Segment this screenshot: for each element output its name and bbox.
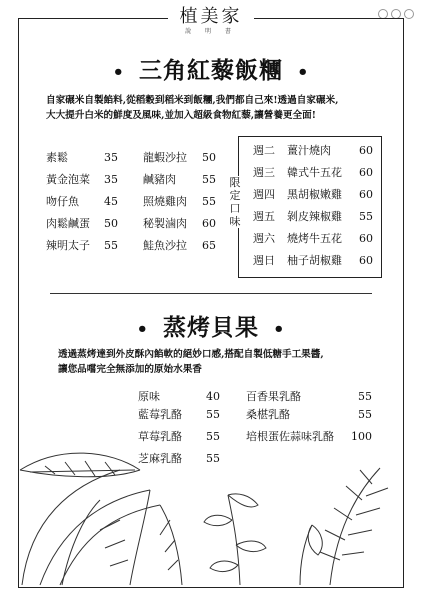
menu-item-name: 秘製滷肉 xyxy=(143,217,187,230)
limited-item-price: 60 xyxy=(359,254,373,267)
menu-item-name: 素鬆 xyxy=(46,151,68,164)
menu-item-price: 50 xyxy=(104,217,118,230)
menu-item-price: 100 xyxy=(351,430,372,443)
menu-item-price: 65 xyxy=(202,239,216,252)
menu-item-name: 照燒雞肉 xyxy=(143,195,187,208)
menu-item-name: 黃金泡菜 xyxy=(46,173,90,186)
menu-item-price: 55 xyxy=(206,452,220,465)
menu-item-name: 培根蛋佐蒜味乳酪 xyxy=(246,430,334,443)
limited-item-day: 週三 xyxy=(253,166,275,179)
menu-item-name: 龍蝦沙拉 xyxy=(143,151,187,164)
menu-item-price: 55 xyxy=(202,173,216,186)
brand-name: 植美家 xyxy=(179,6,243,27)
section2-title: • 蒸烤貝果 • xyxy=(136,314,286,341)
menu-item-name: 辣明太子 xyxy=(46,239,90,252)
limited-item-day: 週六 xyxy=(253,232,275,245)
menu-item-name: 吻仔魚 xyxy=(46,195,79,208)
menu-item-price: 45 xyxy=(104,195,118,208)
limited-item-price: 60 xyxy=(359,166,373,179)
limited-item-name: 薑汁燒肉 xyxy=(287,144,331,157)
menu-item-price: 55 xyxy=(206,408,220,421)
menu-item-price: 55 xyxy=(358,408,372,421)
menu-item-price: 60 xyxy=(202,217,216,230)
limited-item-day: 週四 xyxy=(253,188,275,201)
menu-item-price: 55 xyxy=(104,239,118,252)
brand-subtitle: 說 明 書 xyxy=(185,28,237,35)
menu-item-name: 草莓乳酪 xyxy=(138,430,182,443)
limited-item-name: 黑胡椒嫩雞 xyxy=(287,188,342,201)
limited-item-day: 週五 xyxy=(253,210,275,223)
limited-item-day: 週二 xyxy=(253,144,275,157)
menu-item-name: 原味 xyxy=(138,390,160,403)
menu-item-price: 50 xyxy=(202,151,216,164)
limited-item-name: 韓式牛五花 xyxy=(287,166,342,179)
menu-item-name: 鮭魚沙拉 xyxy=(143,239,187,252)
menu-item-name: 肉鬆鹹蛋 xyxy=(46,217,90,230)
section1-title: • 三角紅藜飯糰 • xyxy=(112,57,310,84)
menu-item-price: 35 xyxy=(104,173,118,186)
limited-flavor-label: 限定口味 xyxy=(226,176,244,228)
section2-description: 透過蒸烤達到外皮酥內餡軟的絕妙口感,搭配自製低糖手工果醬, 讓您品嚐完全無添加的原始水果香 xyxy=(58,349,324,375)
menu-item-name: 芝麻乳酪 xyxy=(138,452,182,465)
limited-item-price: 55 xyxy=(359,210,373,223)
menu-item-price: 55 xyxy=(202,195,216,208)
limited-item-price: 60 xyxy=(359,188,373,201)
section1-description: 自家碾米自製餡料,從稻穀到稻米到飯糰,我們都自己來!透過自家碾米, 大大提升白米的鮮度及風味,並加入超級食物紅藜,讓營養更全面! xyxy=(46,95,339,121)
menu-item-price: 55 xyxy=(206,430,220,443)
menu-item-price: 40 xyxy=(206,390,220,403)
limited-item-price: 60 xyxy=(359,232,373,245)
menu-item-name: 百香果乳酪 xyxy=(246,390,301,403)
limited-item-name: 剝皮辣椒雞 xyxy=(287,210,342,223)
limited-item-price: 60 xyxy=(359,144,373,157)
limited-item-name: 柚子胡椒雞 xyxy=(287,254,342,267)
menu-item-price: 55 xyxy=(358,390,372,403)
menu-item-price: 35 xyxy=(104,151,118,164)
menu-item-name: 鹹豬肉 xyxy=(143,173,176,186)
menu-item-name: 桑椹乳酪 xyxy=(246,408,290,421)
limited-item-name: 燒烤牛五花 xyxy=(287,232,342,245)
limited-item-day: 週日 xyxy=(253,254,275,267)
menu-item-name: 藍莓乳酪 xyxy=(138,408,182,421)
